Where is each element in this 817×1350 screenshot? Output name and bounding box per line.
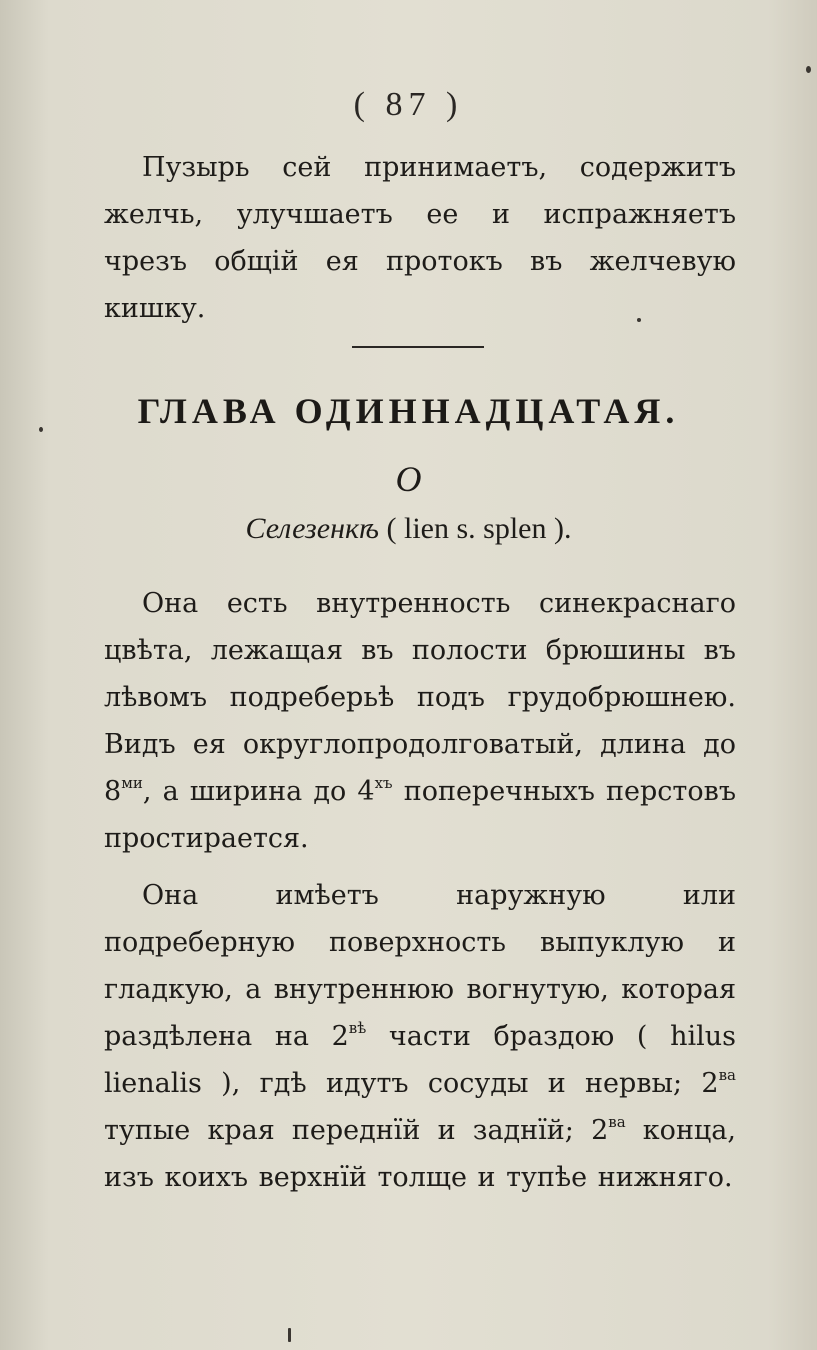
paper-speck [637, 318, 641, 322]
section-divider [352, 346, 484, 348]
paper-speck [288, 1328, 291, 1342]
text-span: поперечныхъ перстовъ простирается. [104, 776, 736, 854]
paper-speck [806, 66, 811, 73]
superscript: ва [608, 1113, 626, 1131]
paragraph-text: Пузырь сей принимаетъ, содержитъ желчь, улучшаетъ ее и испражняетъ чрезъ общій ея протокъ въ желчевую кишку. [104, 152, 736, 324]
text-span: Она имѣетъ наружную или подреберную поверхность выпуклую и гладкую, а внутреннюю вогнутую, которая раздѣлена на 2 [104, 880, 736, 1052]
text-span: Она есть внутренность синекраснаго цвѣта, лежащая въ полости брюшины въ лѣвомъ подреберьѣ подъ грудобрюшнею. Видъ ея округлопродолговатый, длина до 8 [104, 588, 736, 807]
chapter-subject [0, 512, 817, 546]
chapter-preposition: О [395, 459, 422, 499]
superscript: хъ [374, 774, 393, 792]
chapter-title: ГЛАВА ОДИННАДЦАТАЯ. [137, 391, 680, 431]
superscript: ва [718, 1066, 736, 1084]
text-span: , а ширина до 4 [142, 776, 375, 807]
paragraph-spleen-description [104, 580, 736, 862]
text-span: части браздою ( hilus lienalis ), гдѣ идутъ сосуды и нервы; 2 [104, 1021, 736, 1099]
paragraph-text [104, 580, 736, 862]
paragraph-gallbladder [104, 144, 736, 332]
page-number: ( 87 ) [353, 86, 464, 123]
paragraph-text [104, 872, 736, 1201]
text-span: тупые края переднїй и заднїй; 2 [104, 1115, 609, 1146]
chapter-subject-latin: ( lien s. splen ). [386, 512, 572, 545]
text-span: конца, изъ коихъ верхнїй толще и тупѣе нижняго. [104, 1115, 736, 1193]
superscript: ми [121, 774, 143, 792]
paper-speck [39, 427, 43, 432]
chapter-subject-russian: Селезенкѣ [245, 512, 379, 545]
paragraph-spleen-surfaces [104, 872, 736, 1201]
superscript: вѣ [348, 1019, 367, 1037]
